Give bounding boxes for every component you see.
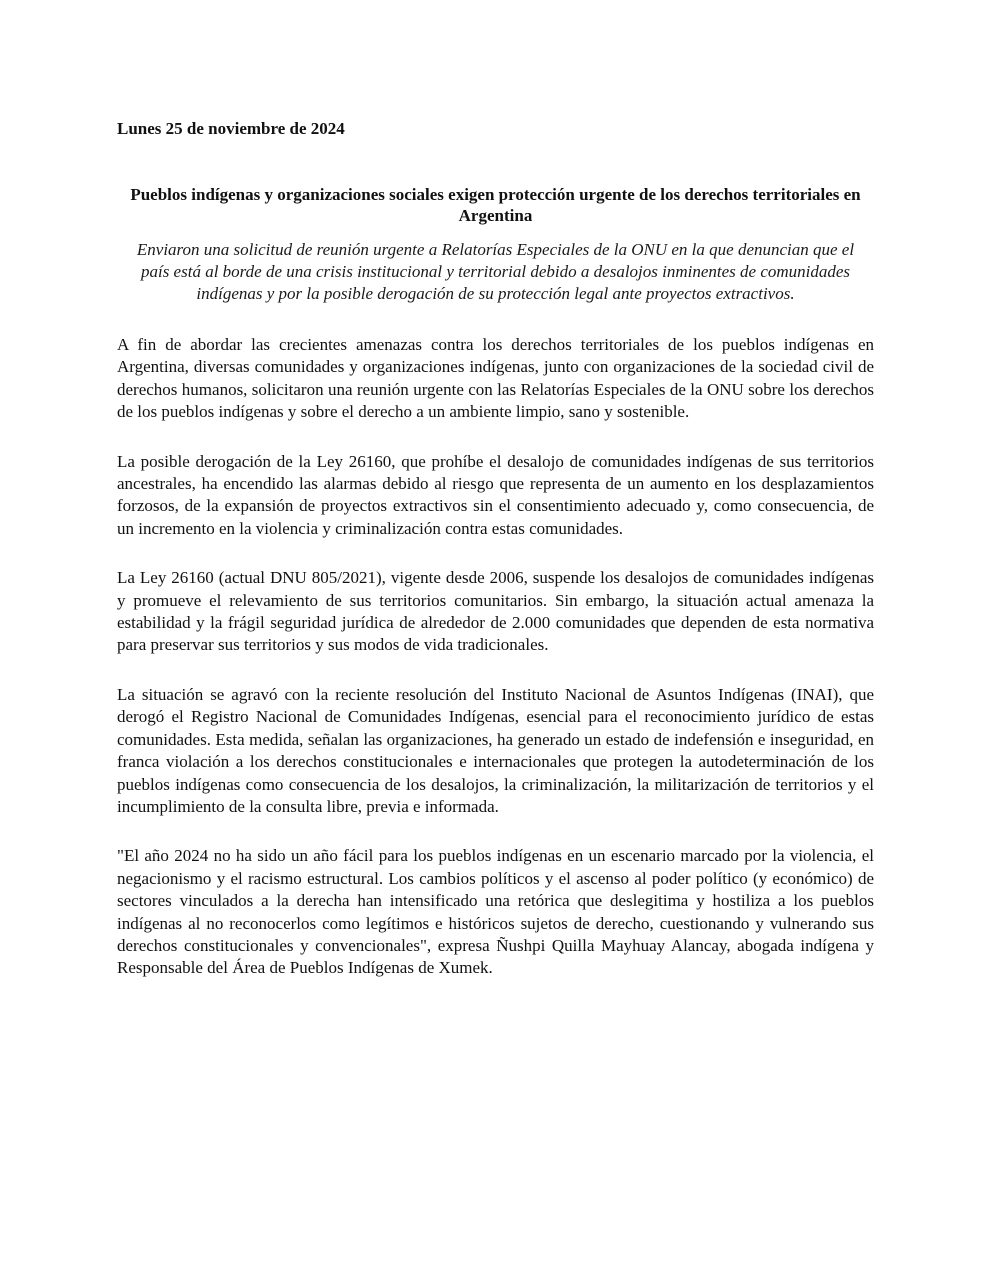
document-headline: Pueblos indígenas y organizaciones sociales exigen protección urgente de los derechos territoriales en Argentina [130, 185, 861, 225]
body-paragraph: La posible derogación de la Ley 26160, que prohíbe el desalojo de comunidades indígenas de sus territorios ancestrales, ha encendido las alarmas debido al riesgo que representa de un aumento en los desplazamientos forzosos, de la expansión de proyectos extractivos sin el consentimiento adecuado y, como consecuencia, de un incremento en la violencia y criminalización contra estas comunidades. [117, 451, 874, 538]
body-paragraph: A fin de abordar las crecientes amenazas contra los derechos territoriales de los pueblos indígenas en Argentina, diversas comunidades y organizaciones indígenas, junto con organizaciones de la sociedad civil de derechos humanos, solicitaron una reunión urgente con las Relatorías Especiales de la ONU sobre los derechos de los pueblos indígenas y sobre el derecho a un ambiente limpio, sano y sostenible. [117, 335, 874, 422]
body-paragraph: La Ley 26160 (actual DNU 805/2021), vigente desde 2006, suspende los desalojos de comunidades indígenas y promueve el relevamiento de sus territorios comunitarios. Sin embargo, la situación actual amenaza la estabilidad y la frágil seguridad jurídica de alrededor de 2.000 comunidades que dependen de esta normativa para preservar sus territorios y sus modos de vida tradicionales. [117, 568, 874, 655]
document-date: Lunes 25 de noviembre de 2024 [117, 119, 345, 138]
body-paragraph-quote: "El año 2024 no ha sido un año fácil para los pueblos indígenas en un escenario marcado por la violencia, el negacionismo y el racismo estructural. Los cambios políticos y el ascenso al poder político (y económico) de sectores vinculados a la derecha han intensificado una retórica que deslegitima y hostiliza a los pueblos indígenas al no reconocerlos como legítimos e históricos sujetos de derecho, cuestionando y vulnerando sus derechos constitucionales y convencionales", expresa Ñushpi Quilla Mayhuay Alancay, abogada indígena y Responsable del Área de Pueblos Indígenas de Xumek. [117, 846, 874, 978]
document-page [117, 118, 874, 980]
body-paragraph: La situación se agravó con la reciente resolución del Instituto Nacional de Asuntos Indígenas (INAI), que derogó el Registro Nacional de Comunidades Indígenas, esencial para el reconocimiento jurídico de estas comunidades. Esta medida, señalan las organizaciones, ha generado un estado de indefensión e inseguridad, en franca violación a los derechos constitucionales e internacionales que protegen la autodeterminación de los pueblos indígenas como consecuencia de los desalojos, la criminalización, la militarización de territorios y el incumplimiento de la consulta libre, previa e informada. [117, 684, 874, 816]
document-subheadline: Enviaron una solicitud de reunión urgente a Relatorías Especiales de la ONU en la que denuncian que el país está al borde de una crisis institucional y territorial debido a desalojos inminentes de comunidades indígenas y por la posible derogación de su protección legal ante proyectos extractivos. [136, 240, 855, 303]
